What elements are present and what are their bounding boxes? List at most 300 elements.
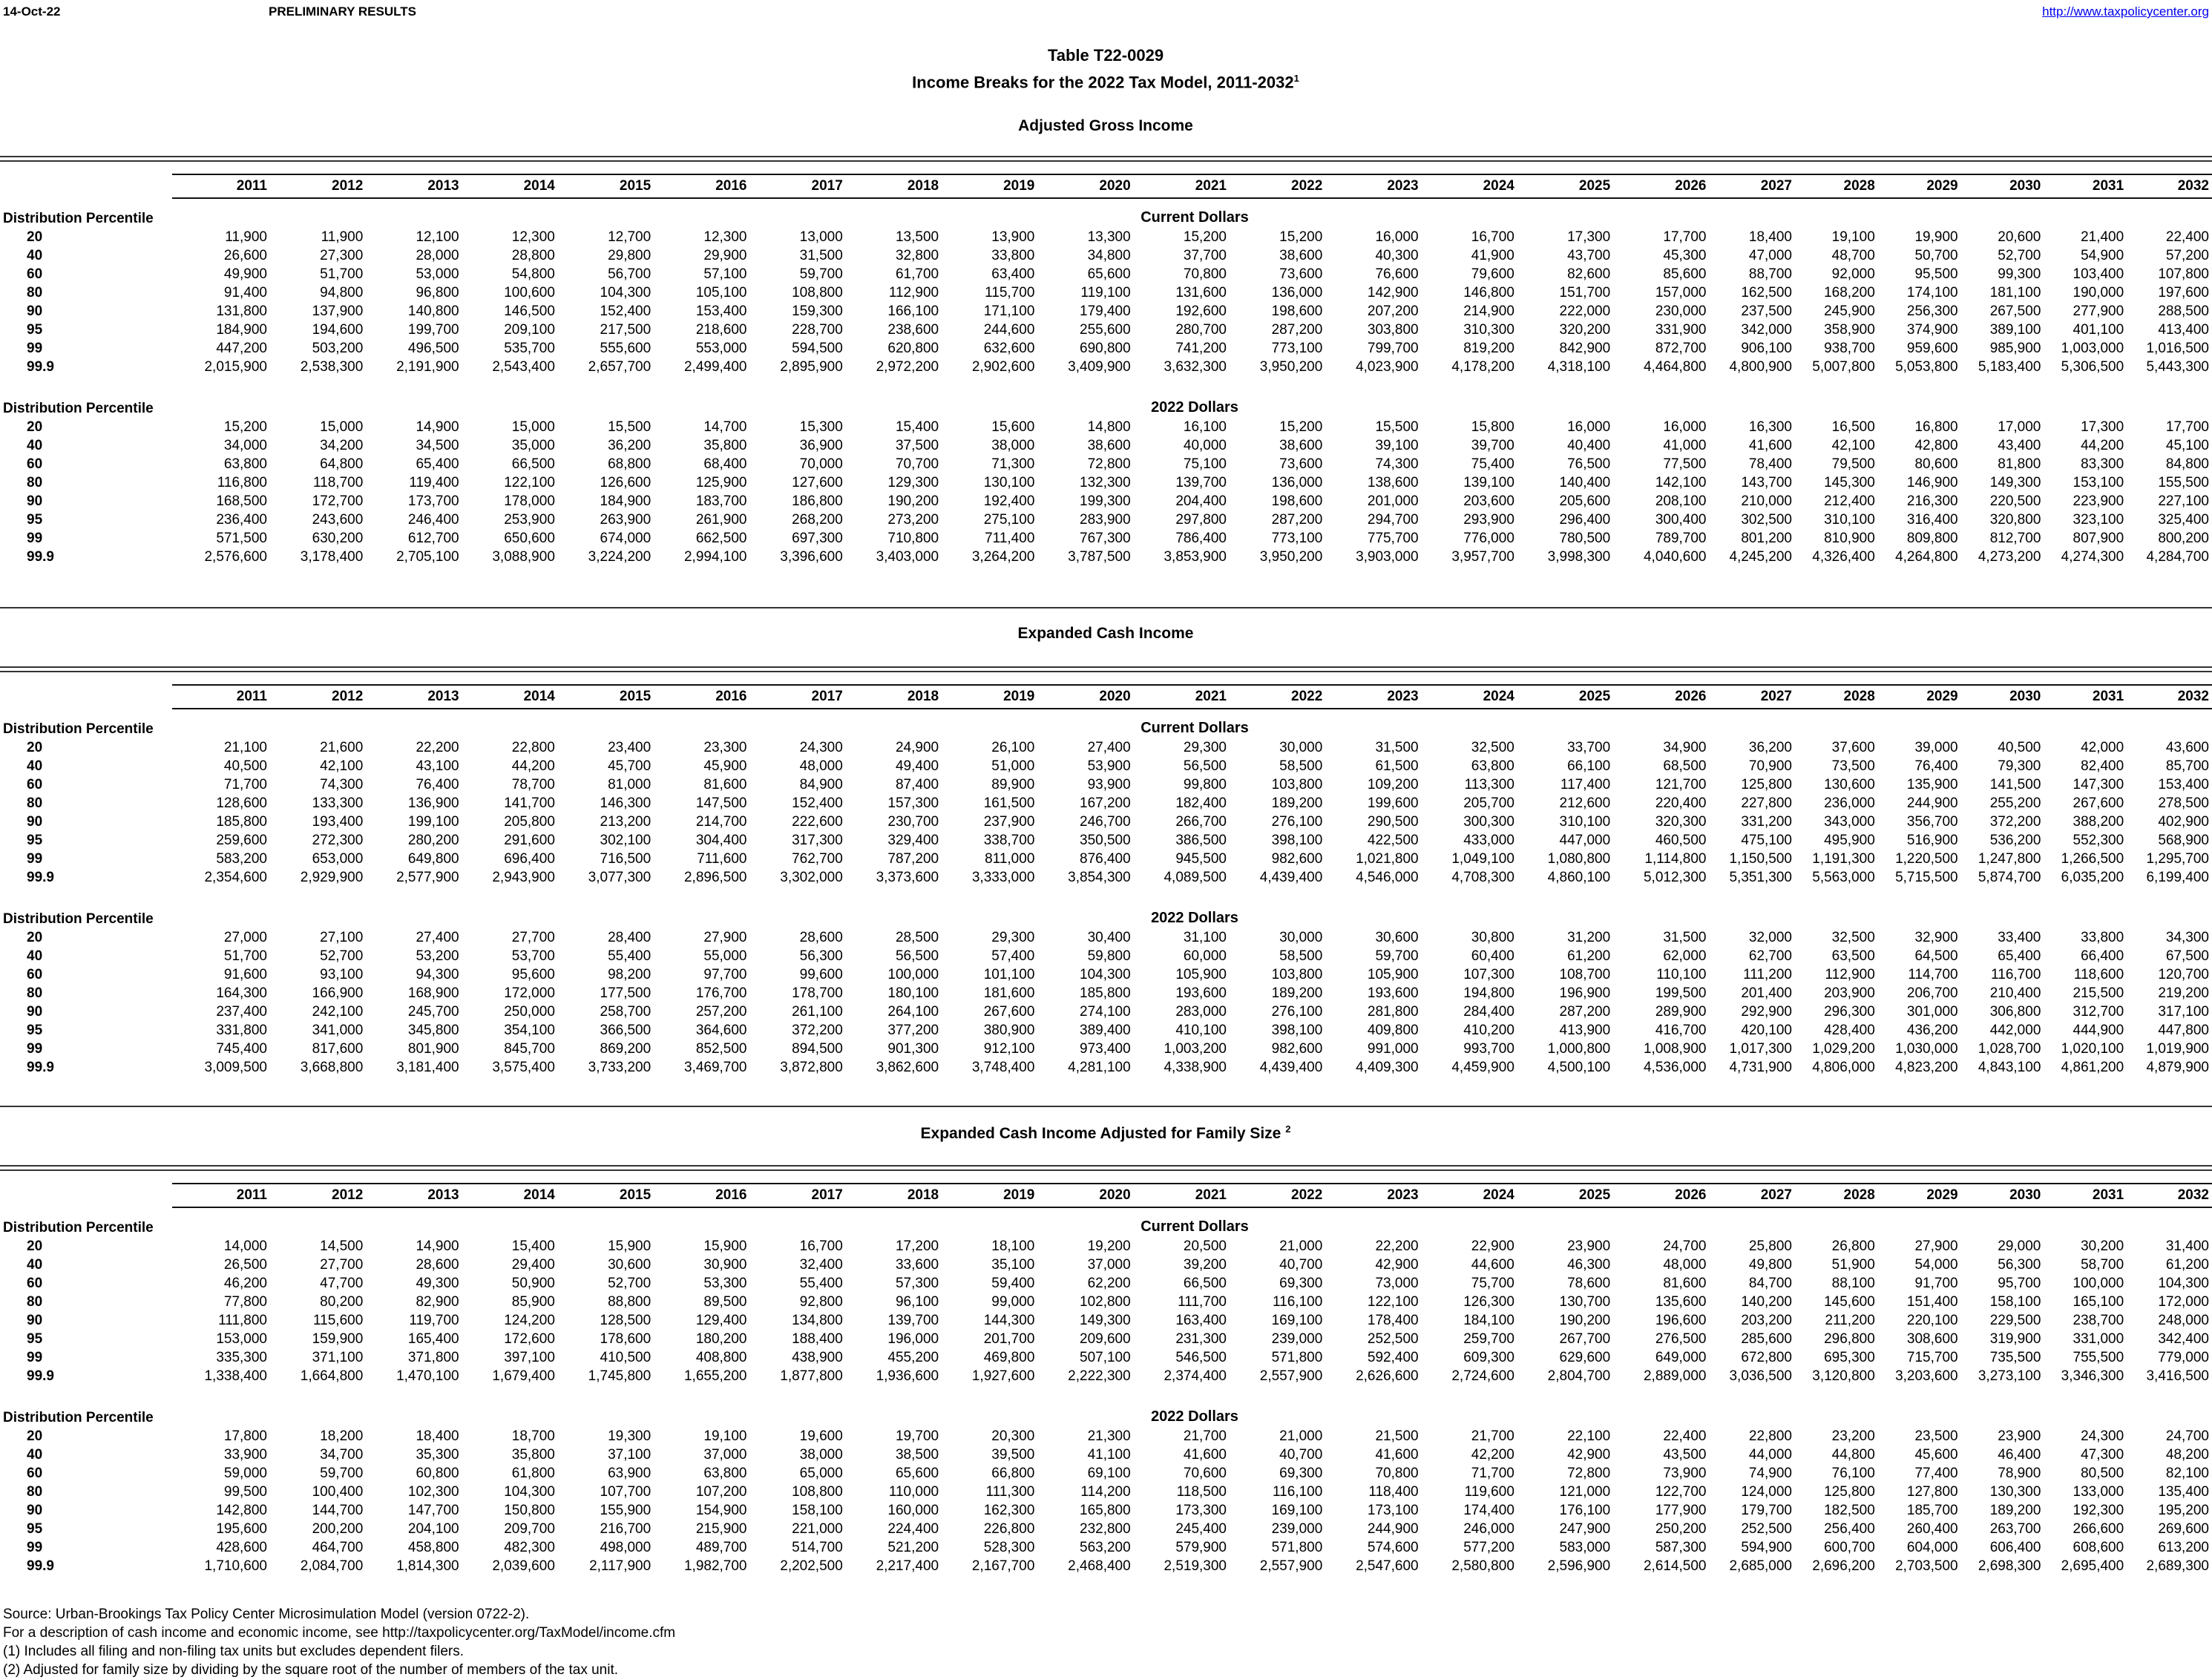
table-cell: 555,600	[600, 341, 652, 356]
table-cell: 111,800	[218, 1313, 267, 1328]
table-cell: 215,900	[695, 1521, 747, 1537]
table-cell: 716,500	[600, 851, 652, 867]
website-link[interactable]: http://www.taxpolicycenter.org	[2042, 4, 2209, 19]
table-cell: 125,800	[1741, 777, 1792, 793]
table-cell: 3,950,200	[1259, 359, 1323, 375]
table-cell: 126,600	[600, 475, 652, 490]
table-cell: 224,400	[887, 1521, 939, 1537]
table-cell: 73,600	[1279, 456, 1323, 472]
table-cell: 5,715,500	[1895, 870, 1958, 885]
table-cell: 273,200	[887, 512, 939, 528]
table-cell: 18,700	[511, 1428, 555, 1444]
table-cell: 59,700	[320, 1466, 364, 1481]
table-cell: 2,547,600	[1356, 1558, 1419, 1574]
table-cell: 3,181,400	[396, 1060, 459, 1075]
table-cell: 4,281,100	[1068, 1060, 1131, 1075]
table-cell: 127,600	[792, 475, 843, 490]
table-cell: 24,700	[2165, 1428, 2209, 1444]
table-cell: 22,400	[1663, 1428, 1707, 1444]
table-cell: 409,800	[1367, 1023, 1419, 1038]
table-cell: 33,400	[1998, 930, 2041, 945]
table-cell: 48,200	[2165, 1447, 2209, 1463]
table-cell: 41,000	[1663, 438, 1707, 453]
table-cell: 261,900	[695, 512, 747, 528]
table-cell: 5,306,500	[2061, 359, 2124, 375]
year-header: 2014	[523, 689, 555, 704]
table-cell: 31,100	[1183, 930, 1227, 945]
table-cell: 574,600	[1367, 1540, 1419, 1555]
table-cell: 40,700	[1279, 1447, 1323, 1463]
table-cell: 34,900	[1663, 740, 1707, 755]
table-cell: 37,000	[703, 1447, 747, 1463]
percentile-label: 95	[27, 322, 43, 338]
table-cell: 66,500	[1183, 1276, 1227, 1291]
table-cell: 209,100	[504, 322, 555, 338]
table-cell: 268,200	[792, 512, 843, 528]
table-cell: 172,600	[504, 1331, 555, 1347]
table-cell: 34,500	[416, 438, 459, 453]
table-cell: 41,900	[1471, 248, 1514, 263]
table-cell: 85,900	[511, 1294, 555, 1310]
table-row	[0, 341, 2212, 359]
table-cell: 51,900	[1831, 1257, 1875, 1273]
table-cell: 38,600	[1087, 438, 1131, 453]
table-cell: 107,700	[600, 1484, 652, 1500]
table-cell: 104,300	[2158, 1276, 2209, 1291]
table-cell: 14,500	[320, 1238, 364, 1254]
table-cell: 23,300	[703, 740, 747, 755]
table-cell: 776,000	[1463, 531, 1514, 546]
table-cell: 1,266,500	[2061, 851, 2124, 867]
table-cell: 2,167,700	[971, 1558, 1035, 1574]
footnote-marker: 1	[1293, 73, 1299, 84]
table-cell: 300,300	[1463, 814, 1514, 830]
preliminary-label: PRELIMINARY RESULTS	[269, 4, 416, 19]
table-cell: 39,000	[1914, 740, 1958, 755]
table-cell: 1,021,800	[1356, 851, 1419, 867]
year-header: 2012	[332, 178, 364, 194]
footnote-1: (1) Includes all filing and non-filing tax units but excludes dependent filers.	[3, 1644, 465, 1659]
table-cell: 44,200	[511, 758, 555, 774]
unit-label: Current Dollars	[1141, 209, 1249, 226]
table-row	[0, 1294, 2212, 1313]
table-cell: 28,000	[416, 248, 459, 263]
table-cell: 147,300	[2072, 777, 2124, 793]
table-cell: 945,500	[1175, 851, 1227, 867]
year-header: 2011	[236, 1187, 267, 1203]
table-cell: 236,000	[1824, 795, 1875, 811]
table-cell: 789,700	[1655, 531, 1707, 546]
table-cell: 609,300	[1463, 1350, 1514, 1365]
table-cell: 42,200	[1471, 1447, 1514, 1463]
percentile-label: 80	[27, 285, 43, 301]
table-row	[0, 967, 2212, 985]
table-cell: 267,600	[983, 1004, 1035, 1020]
table-cell: 1,470,100	[396, 1368, 459, 1384]
table-cell: 59,400	[991, 1276, 1035, 1291]
table-cell: 168,200	[1824, 285, 1875, 301]
table-cell: 281,800	[1367, 1004, 1419, 1020]
table-cell: 146,900	[1906, 475, 1958, 490]
table-cell: 73,000	[1375, 1276, 1419, 1291]
table-row	[0, 985, 2212, 1004]
table-cell: 2,703,500	[1895, 1558, 1958, 1574]
table-row	[0, 1313, 2212, 1331]
table-cell: 115,600	[313, 1313, 364, 1328]
table-cell: 190,200	[887, 493, 939, 509]
table-cell: 226,800	[983, 1521, 1035, 1537]
table-cell: 118,600	[2073, 967, 2124, 982]
table-cell: 51,700	[223, 948, 267, 964]
table-cell: 272,300	[312, 833, 364, 848]
year-header: 2032	[2177, 689, 2209, 704]
table-cell: 45,600	[1914, 1447, 1958, 1463]
table-cell: 236,400	[216, 512, 267, 528]
table-cell: 220,400	[1655, 795, 1707, 811]
table-cell: 266,700	[1175, 814, 1227, 830]
table-cell: 2,557,900	[1259, 1558, 1323, 1574]
table-cell: 267,600	[2072, 795, 2124, 811]
table-cell: 3,333,000	[971, 870, 1035, 885]
table-cell: 47,700	[320, 1276, 364, 1291]
table-cell: 2,596,900	[1547, 1558, 1611, 1574]
table-cell: 276,100	[1271, 1004, 1323, 1020]
table-cell: 16,800	[1914, 419, 1958, 435]
percentile-label: 20	[27, 740, 43, 755]
year-header: 2027	[1760, 1187, 1792, 1203]
table-cell: 63,800	[223, 456, 267, 472]
table-cell: 1,000,800	[1547, 1041, 1611, 1057]
table-cell: 993,700	[1463, 1041, 1514, 1057]
table-cell: 5,351,300	[1729, 870, 1792, 885]
table-cell: 78,700	[511, 777, 555, 793]
table-cell: 269,600	[2158, 1521, 2209, 1537]
table-cell: 201,700	[983, 1331, 1035, 1347]
table-cell: 503,200	[312, 341, 364, 356]
table-cell: 316,400	[1906, 512, 1958, 528]
table-cell: 284,400	[1463, 1004, 1514, 1020]
table-cell: 41,600	[1748, 438, 1792, 453]
table-cell: 29,300	[1183, 740, 1227, 755]
table-cell: 178,000	[504, 493, 555, 509]
table-cell: 4,731,900	[1729, 1060, 1792, 1075]
year-header: 2020	[1099, 1187, 1131, 1203]
table-cell: 14,800	[1087, 419, 1131, 435]
table-cell: 27,400	[1087, 740, 1131, 755]
table-cell: 199,500	[1655, 985, 1707, 1001]
table-cell: 495,900	[1824, 833, 1875, 848]
table-cell: 208,100	[1655, 493, 1707, 509]
table-cell: 38,000	[991, 438, 1035, 453]
table-cell: 300,400	[1655, 512, 1707, 528]
table-cell: 91,600	[223, 967, 267, 982]
table-cell: 812,700	[1989, 531, 2041, 546]
table-cell: 209,600	[1080, 1331, 1131, 1347]
table-cell: 290,500	[1367, 814, 1419, 830]
table-cell: 274,100	[1080, 1004, 1131, 1020]
table-cell: 288,500	[2158, 303, 2209, 319]
table-cell: 15,000	[320, 419, 364, 435]
table-cell: 39,700	[1471, 438, 1514, 453]
table-cell: 19,900	[1914, 229, 1958, 245]
table-cell: 64,800	[320, 456, 364, 472]
table-cell: 2,557,900	[1259, 1368, 1323, 1384]
table-cell: 192,600	[1175, 303, 1227, 319]
year-header: 2020	[1099, 689, 1131, 704]
table-cell: 428,600	[216, 1540, 267, 1555]
table-cell: 48,000	[1663, 1257, 1707, 1273]
table-cell: 19,600	[799, 1428, 843, 1444]
table-cell: 787,200	[887, 851, 939, 867]
table-cell: 287,200	[1559, 1004, 1611, 1020]
table-cell: 214,700	[695, 814, 747, 830]
table-cell: 3,302,000	[780, 870, 843, 885]
table-cell: 59,700	[1375, 948, 1419, 964]
table-row	[0, 1350, 2212, 1368]
table-cell: 312,700	[2072, 1004, 2124, 1020]
table-cell: 329,400	[887, 833, 939, 848]
table-cell: 735,500	[1989, 1350, 2041, 1365]
table-cell: 19,700	[895, 1428, 939, 1444]
table-cell: 30,400	[1087, 930, 1131, 945]
table-cell: 62,000	[1663, 948, 1707, 964]
table-cell: 246,400	[407, 512, 459, 528]
table-cell: 319,900	[1989, 1331, 2041, 1347]
table-cell: 594,500	[792, 341, 843, 356]
table-cell: 5,563,000	[1812, 870, 1875, 885]
table-cell: 263,700	[1989, 1521, 2041, 1537]
table-cell: 237,400	[216, 1004, 267, 1020]
table-cell: 76,500	[1567, 456, 1611, 472]
table-cell: 66,100	[1567, 758, 1611, 774]
table-cell: 4,860,100	[1547, 870, 1611, 885]
table-cell: 29,900	[703, 248, 747, 263]
table-cell: 88,100	[1831, 1276, 1875, 1291]
table-cell: 252,500	[1741, 1521, 1792, 1537]
table-cell: 546,500	[1175, 1350, 1227, 1365]
table-cell: 3,264,200	[971, 549, 1035, 565]
table-cell: 79,600	[1471, 266, 1514, 282]
table-cell: 151,400	[1906, 1294, 1958, 1310]
table-cell: 20,300	[991, 1428, 1035, 1444]
table-cell: 4,439,400	[1259, 870, 1323, 885]
table-cell: 283,900	[1080, 512, 1131, 528]
table-cell: 302,100	[600, 833, 652, 848]
percentile-label: 40	[27, 438, 43, 453]
table-cell: 118,700	[313, 475, 364, 490]
table-cell: 210,000	[1741, 493, 1792, 509]
row-header-label: Distribution Percentile	[3, 721, 154, 737]
table-cell: 1,028,700	[1978, 1041, 2041, 1057]
percentile-label: 80	[27, 985, 43, 1001]
table-cell: 5,007,800	[1812, 359, 1875, 375]
year-header: 2015	[619, 1187, 652, 1203]
table-cell: 205,600	[1559, 493, 1611, 509]
table-cell: 136,000	[1271, 475, 1323, 490]
table-row	[0, 814, 2212, 833]
table-cell: 34,800	[1087, 248, 1131, 263]
table-cell: 132,300	[1080, 475, 1131, 490]
table-cell: 165,800	[1080, 1503, 1131, 1518]
table-cell: 2,468,400	[1068, 1558, 1131, 1574]
year-header: 2013	[427, 1187, 459, 1203]
table-cell: 24,300	[799, 740, 843, 755]
percentile-label: 20	[27, 930, 43, 945]
table-cell: 697,300	[792, 531, 843, 546]
year-header: 2025	[1578, 1187, 1611, 1203]
table-cell: 130,300	[1989, 1484, 2041, 1500]
table-cell: 80,600	[1914, 456, 1958, 472]
percentile-label: 95	[27, 833, 43, 848]
table-cell: 364,600	[695, 1023, 747, 1038]
table-cell: 54,900	[2081, 248, 2124, 263]
table-cell: 296,300	[1824, 1004, 1875, 1020]
table-cell: 46,400	[1998, 1447, 2041, 1463]
description-note: For a description of cash income and economic income, see http://taxpolicycenter.org/TaxModel/income.cfm	[3, 1625, 676, 1641]
table-cell: 45,700	[608, 758, 652, 774]
table-cell: 70,600	[1183, 1466, 1227, 1481]
table-cell: 32,500	[1471, 740, 1514, 755]
percentile-label: 90	[27, 1503, 43, 1518]
table-cell: 88,700	[1748, 266, 1792, 282]
table-cell: 2,896,500	[683, 870, 747, 885]
table-cell: 276,100	[1271, 814, 1323, 830]
table-cell: 606,400	[1989, 1540, 2041, 1555]
table-cell: 13,900	[991, 229, 1035, 245]
table-cell: 630,200	[312, 531, 364, 546]
table-cell: 122,700	[1655, 1484, 1707, 1500]
table-cell: 3,077,300	[588, 870, 652, 885]
table-cell: 203,200	[1741, 1313, 1792, 1328]
table-cell: 442,000	[1989, 1023, 2041, 1038]
table-cell: 4,879,900	[2146, 1060, 2209, 1075]
table-cell: 250,200	[1655, 1521, 1707, 1537]
percentile-label: 60	[27, 1466, 43, 1481]
table-cell: 455,200	[887, 1350, 939, 1365]
percentile-label: 95	[27, 1331, 43, 1347]
table-cell: 42,800	[1914, 438, 1958, 453]
table-cell: 30,200	[2081, 1238, 2124, 1254]
table-cell: 39,100	[1375, 438, 1419, 453]
table-cell: 1,338,400	[204, 1368, 267, 1384]
table-cell: 201,400	[1741, 985, 1792, 1001]
year-header: 2016	[715, 178, 747, 194]
year-header: 2026	[1675, 178, 1707, 194]
table-cell: 2,519,300	[1164, 1558, 1227, 1574]
table-cell: 42,900	[1567, 1447, 1611, 1463]
table-cell: 3,036,500	[1729, 1368, 1792, 1384]
table-cell: 428,400	[1824, 1023, 1875, 1038]
table-cell: 39,500	[991, 1447, 1035, 1463]
table-cell: 159,900	[312, 1331, 364, 1347]
table-cell: 3,733,200	[588, 1060, 652, 1075]
table-cell: 386,500	[1175, 833, 1227, 848]
table-cell: 119,100	[1080, 285, 1131, 301]
table-cell: 122,100	[504, 475, 555, 490]
table-cell: 715,700	[1906, 1350, 1958, 1365]
table-cell: 21,700	[1471, 1428, 1514, 1444]
table-cell: 76,100	[1831, 1466, 1875, 1481]
table-cell: 119,400	[409, 475, 459, 490]
table-cell: 44,600	[1471, 1257, 1514, 1273]
table-cell: 247,900	[1559, 1521, 1611, 1537]
table-cell: 189,200	[1271, 985, 1323, 1001]
table-cell: 248,000	[2158, 1313, 2209, 1328]
table-cell: 28,400	[608, 930, 652, 945]
table-row	[0, 1428, 2212, 1447]
table-cell: 2,689,300	[2146, 1558, 2209, 1574]
table-cell: 142,900	[1367, 285, 1419, 301]
table-cell: 185,800	[1080, 985, 1131, 1001]
table-cell: 38,600	[1279, 248, 1323, 263]
table-cell: 91,400	[223, 285, 267, 301]
table-cell: 134,800	[792, 1313, 843, 1328]
table-cell: 276,500	[1655, 1331, 1707, 1347]
table-cell: 1,247,800	[1978, 851, 2041, 867]
table-cell: 3,787,500	[1068, 549, 1131, 565]
table-cell: 1,017,300	[1729, 1041, 1792, 1057]
year-header: 2012	[332, 1187, 364, 1203]
table-cell: 1,982,700	[683, 1558, 747, 1574]
table-cell: 22,900	[1471, 1238, 1514, 1254]
table-cell: 97,700	[703, 967, 747, 982]
table-cell: 3,854,300	[1068, 870, 1131, 885]
table-row	[0, 1540, 2212, 1558]
table-cell: 48,700	[1831, 248, 1875, 263]
table-cell: 14,900	[416, 419, 459, 435]
table-cell: 114,200	[1080, 1484, 1131, 1500]
table-cell: 433,000	[1463, 833, 1514, 848]
table-row	[0, 1060, 2212, 1078]
table-cell: 245,900	[1824, 303, 1875, 319]
table-cell: 3,853,900	[1164, 549, 1227, 565]
table-cell: 4,264,800	[1895, 549, 1958, 565]
table-cell: 130,100	[983, 475, 1035, 490]
table-cell: 253,900	[504, 512, 555, 528]
table-cell: 26,800	[1831, 1238, 1875, 1254]
table-cell: 16,500	[1831, 419, 1875, 435]
table-cell: 76,400	[416, 777, 459, 793]
table-cell: 22,800	[1748, 1428, 1792, 1444]
table-cell: 74,300	[1375, 456, 1419, 472]
table-cell: 779,000	[2158, 1350, 2209, 1365]
table-cell: 116,100	[1273, 1484, 1323, 1500]
table-cell: 182,500	[1824, 1503, 1875, 1518]
table-cell: 2,626,600	[1356, 1368, 1419, 1384]
table-cell: 398,100	[1271, 1023, 1323, 1038]
table-cell: 507,100	[1080, 1350, 1131, 1365]
table-cell: 77,800	[223, 1294, 267, 1310]
year-header: 2028	[1843, 689, 1875, 704]
table-cell: 3,409,900	[1068, 359, 1131, 375]
table-cell: 5,443,300	[2146, 359, 2209, 375]
table-cell: 583,200	[216, 851, 267, 867]
table-cell: 153,400	[2158, 777, 2209, 793]
table-cell: 1,008,900	[1643, 1041, 1707, 1057]
table-cell: 52,700	[1998, 248, 2041, 263]
table-cell: 82,600	[1567, 266, 1611, 282]
table-cell: 2,804,700	[1547, 1368, 1611, 1384]
table-cell: 3,396,600	[780, 549, 843, 565]
table-cell: 650,600	[504, 531, 555, 546]
table-cell: 2,117,900	[589, 1558, 652, 1574]
table-cell: 184,100	[1463, 1313, 1514, 1328]
table-cell: 3,346,300	[2061, 1368, 2124, 1384]
year-header: 2019	[1003, 178, 1035, 194]
table-cell: 22,800	[511, 740, 555, 755]
table-row	[0, 512, 2212, 531]
table-cell: 19,100	[1831, 229, 1875, 245]
